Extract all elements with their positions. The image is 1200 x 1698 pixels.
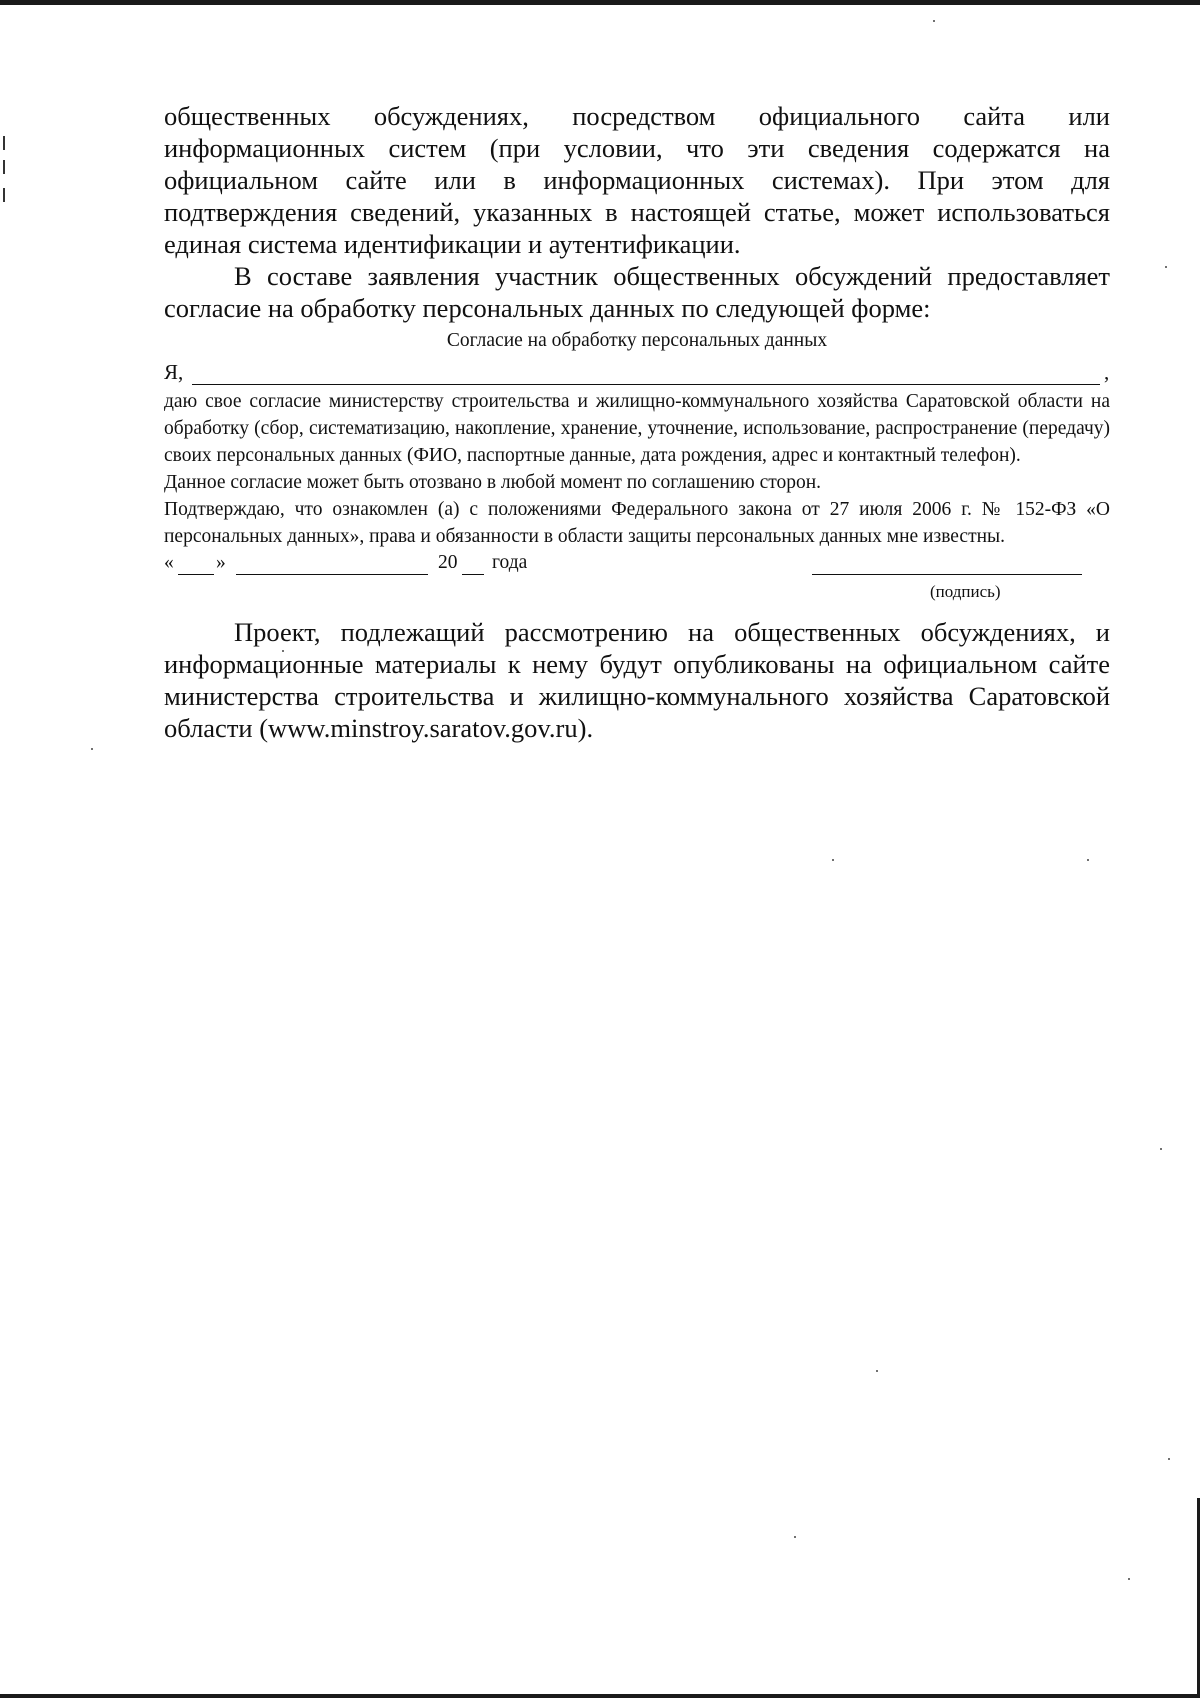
scan-mark — [3, 136, 5, 150]
name-fill-line — [192, 384, 1100, 385]
date-open-quote: « — [164, 552, 174, 573]
signature-caption-row — [164, 582, 1110, 608]
scan-edge-bottom — [0, 1694, 1200, 1698]
scan-speck — [91, 748, 93, 750]
scan-speck — [876, 1370, 878, 1372]
consent-confirm: Подтверждаю, что ознакомлен (а) с положениями Федерального закона от 27 июля 2006 г. № 152-ФЗ «О персональных данных», права и обязанности в области защиты персональных данных мне известны. — [164, 499, 1110, 547]
consent-ya-label: Я, — [164, 360, 184, 384]
scan-speck — [794, 1536, 796, 1538]
consent-ya-comma: , — [1104, 360, 1110, 384]
signature-caption: (подпись) — [930, 582, 1001, 601]
paragraph-consent-intro: В составе заявления участник общественных обсуждений предоставляет согласие на обработку персональных данных по следующей форме: — [164, 261, 1110, 323]
month-fill-line — [236, 574, 428, 575]
scan-speck — [1087, 859, 1089, 861]
consent-body: даю свое согласие министерству строительства и жилищно-коммунального хозяйства Саратовской области на обработку (сбор, систематизацию, накопление, хранение, уточнение, использование, распространение (передачу) своих персональных данных (ФИО, паспортные данные, дата рождения, адрес и контактный телефон). — [164, 391, 1110, 466]
day-fill-line — [178, 574, 214, 575]
scan-speck — [1168, 1458, 1170, 1460]
consent-name-line — [164, 354, 1110, 388]
consent-date-signature-row — [164, 552, 1110, 582]
date-close-quote: » — [216, 552, 226, 573]
paragraph-continuation: общественных обсуждениях, посредством официального сайта или информационных систем (при условии, что эти сведения содержатся на официальном сайте или в информационных системах). При этом для подтверждения сведений, указанных в настоящей статье, может использоваться единая система идентификации и аутентификации. — [164, 101, 1110, 259]
scan-speck — [1160, 1148, 1162, 1150]
scan-mark — [3, 188, 5, 202]
year-fill-line — [462, 574, 484, 575]
year-suffix: года — [492, 552, 528, 573]
scan-speck — [832, 859, 834, 861]
signature-fill-line — [812, 574, 1082, 575]
scan-speck — [1165, 266, 1167, 268]
scan-speck — [933, 20, 935, 22]
paragraph-publication: Проект, подлежащий рассмотрению на общественных обсуждениях, и информационные материалы к нему будут опубликованы на официальном сайте министерства строительства и жилищно-коммунального хозяйства Саратовской области (www.minstroy.saratov.gov.ru). — [164, 617, 1110, 743]
scan-mark — [3, 160, 5, 174]
year-prefix: 20 — [438, 552, 458, 573]
scan-edge-top — [0, 0, 1200, 5]
consent-revocable: Данное согласие может быть отозвано в любой момент по соглашению сторон. — [164, 472, 822, 493]
consent-title: Согласие на обработку персональных данных — [446, 330, 828, 351]
scan-speck — [1128, 1578, 1130, 1580]
document-page — [164, 100, 1110, 744]
